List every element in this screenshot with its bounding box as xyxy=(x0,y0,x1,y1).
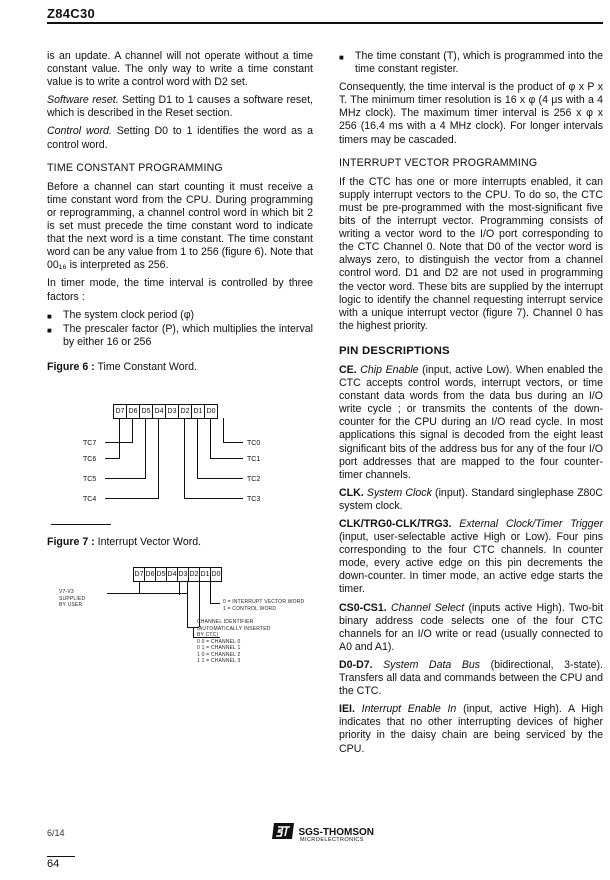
pin-name: External Clock/Timer Trigger xyxy=(459,518,603,530)
pin-description xyxy=(339,518,603,597)
diagram-line xyxy=(105,458,120,459)
figure-7-label: Figure 7 : xyxy=(47,535,95,548)
brand-name: SGS-THOMSON xyxy=(298,827,375,838)
diagram-line xyxy=(105,498,159,499)
diagram-line xyxy=(179,581,180,595)
pin-text: (inputs active High). Two-bit binary address code selects one of the four CTC channels for an I/O write or read (usually connected to A0 and A1). xyxy=(339,601,604,653)
bit-cell: D6 xyxy=(144,567,156,582)
pin-text: (input). Standard singlephase Z80C system clock. xyxy=(339,486,603,512)
diagram-line xyxy=(105,478,146,479)
bullet-item xyxy=(47,309,313,323)
term-software-reset: Software reset. xyxy=(47,94,119,107)
diagram-line xyxy=(197,418,198,478)
diagram-line xyxy=(210,581,211,603)
bit-cell: D4 xyxy=(152,404,166,419)
bit-cell: D4 xyxy=(166,567,178,582)
paragraph-software-reset xyxy=(47,94,313,120)
brand-subtitle: MICROELECTRONICS xyxy=(300,837,364,843)
diagram-line xyxy=(184,498,243,499)
bullet-text: The system clock period (φ) xyxy=(63,308,195,321)
pin-term: CLK. xyxy=(339,486,364,499)
pin-text: (input, active Low). When enabled the CTC accepts control words, interrupt vectors, or time constant data words from the data bus during an I/O write cycle ; or transmits the contents of the down-counter for the CPU during an I/O read cycle. In most applications this signal is decoded from the eight least significant bits of the address bus for any of the four I/O port addresses that are mapped to the four counter-timer channels. xyxy=(339,363,604,481)
diagram-line xyxy=(132,418,133,442)
page-number: 64 xyxy=(47,858,60,870)
pin-description xyxy=(339,703,603,755)
figure-7-channel-note: CHANNEL IDENTIFIER (AUTOMATICALLY INSERTED BY CTC) 0 0 = CHANNEL 0 0 1 = CHANNEL 1 1 0 = CHANNEL 2 1 1 = CHANNEL 3 xyxy=(197,619,271,665)
right-column xyxy=(339,50,603,761)
footer-code: 6/14 xyxy=(47,828,65,838)
diagram-line xyxy=(197,478,243,479)
bullet-item xyxy=(339,50,603,76)
pin-description xyxy=(339,659,603,698)
pin-term: CLK/TRG0-CLK/TRG3. xyxy=(339,518,452,530)
bullet-item xyxy=(47,323,313,349)
diagram-line xyxy=(184,418,185,498)
diagram-line xyxy=(210,603,220,604)
paragraph-time-constant: Before a channel can start counting it must receive a time constant word from the CPU. During programming or reprogramming, a channel control word in which bit 2 is set must precede the time constant word to indicate that the next word is a time constant. The time constant word can be any value from 1 to 256 (figure 6). Note that 00₁₆ is interpreted as 256. xyxy=(47,180,313,272)
paragraph-interval: Consequently, the time interval is the product of φ x P x T. The minimum timer resolution is 16 x φ (4 μs with a 4 MHz clock). The maximum timer interval is 256 x φ x 256 (16.4 ms with a 4 MHz clock). For longer intervals timers may be cascaded. xyxy=(339,81,603,146)
figure-6-title: Time Constant Word. xyxy=(97,360,197,373)
tc-label: TC0 xyxy=(247,439,261,447)
pin-name: Channel Select xyxy=(390,601,465,614)
figure-6-caption xyxy=(47,361,313,374)
paragraph-timer-mode: In timer mode, the time interval is controlled by three factors : xyxy=(47,277,313,303)
figure-7-user-note: V7-V3 SUPPLIED BY USER xyxy=(59,589,86,609)
diagram-line xyxy=(158,418,159,498)
pin-name: Interrupt Enable In xyxy=(361,703,457,716)
bullet-icon: ■ xyxy=(47,311,52,321)
tc-label: TC7 xyxy=(83,439,97,447)
st-logo-icon xyxy=(272,823,294,839)
left-column xyxy=(47,50,313,671)
bit-cell: D6 xyxy=(126,404,140,419)
pin-text: (input, active High). A High indicates that no other interrupting devices of higher priority in the daisy chain are being serviced by the CPU. xyxy=(339,703,603,755)
diagram-line xyxy=(223,418,224,442)
diagram-line xyxy=(210,458,243,459)
tc-label: TC2 xyxy=(247,475,261,483)
diagram-line xyxy=(210,418,211,458)
pin-name: System Clock xyxy=(366,486,432,499)
bit-cell: D7 xyxy=(133,567,145,582)
tc-label: TC6 xyxy=(83,455,97,463)
bullet-icon: ■ xyxy=(339,53,344,62)
text-control-word: Setting D0 to 1 identifies the word as a control word. xyxy=(47,125,313,151)
pin-term: CS0-CS1. xyxy=(339,601,387,614)
figure-6-label: Figure 6 : xyxy=(47,360,95,373)
pin-term: D0-D7. xyxy=(339,658,373,671)
diagram-line xyxy=(119,418,120,458)
bullet-text: The prescaler factor (P), which multiplies the interval by either 16 or 256 xyxy=(63,322,313,348)
pin-description xyxy=(339,487,603,513)
bullet-text: The time constant (T), which is programmed into the time constant register. xyxy=(355,50,603,76)
paragraph-update: is an update. A channel will not operate without a time constant value. The only way to write a time constant value is to write a control word with D2 set. xyxy=(47,50,313,89)
paragraph-interrupt-vector: If the CTC has one or more interrupts enabled, it can supply interrupt vectors to the CPU. To do so, the CTC must be pre-programmed with the most-significant five bits of the interrupt vector. Programming consists of writing a vector word to the I/O port corresponding to the CTC Channel 0. Note that D0 of the vector word is always zero, to distinguish the vector from a channel control word. D1 and D2 are not used in programming the vector word. These bits are supplied by the interrupt logic to identify the channel requesting interrupt service with a unique interrupt vector (figure 7). Channel 0 has the highest priority. xyxy=(339,175,603,332)
pin-term: CE. xyxy=(339,363,357,376)
diagram-line xyxy=(187,581,188,627)
bit-cell: D1 xyxy=(199,567,211,582)
diagram-line xyxy=(107,593,187,594)
figure-7-title: Interrupt Vector Word. xyxy=(97,535,202,548)
pin-description-list xyxy=(339,364,603,756)
tc-label: TC1 xyxy=(247,455,261,463)
pin-description xyxy=(339,364,603,482)
text-software-reset: Setting D1 to 1 causes a software reset, which is described in the Reset section. xyxy=(47,94,313,120)
pin-text: (bidirectional, 3-state). Transfers all data and commands between the CPU and the CTC. xyxy=(339,658,604,698)
pin-term: IEI. xyxy=(339,703,355,716)
bit-cell: D7 xyxy=(113,404,127,419)
pin-name: Chip Enable xyxy=(360,363,419,376)
footer-rule xyxy=(47,856,75,857)
pin-name: System Data Bus xyxy=(383,658,481,671)
bit-cell: D3 xyxy=(165,404,179,419)
bit-cell: D5 xyxy=(139,404,153,419)
bit-cell: D2 xyxy=(188,567,200,582)
heading-interrupt-vector: INTERRUPT VECTOR PROGRAMMING xyxy=(339,156,538,169)
bit-cell: D1 xyxy=(191,404,205,419)
page-header-title: Z84C30 xyxy=(47,6,96,21)
diagram-line xyxy=(139,581,140,593)
tc-label: TC3 xyxy=(247,495,261,503)
bit-cell: D0 xyxy=(204,404,218,419)
bullet-icon: ■ xyxy=(47,325,52,335)
heading-pin-descriptions: PIN DESCRIPTIONS xyxy=(339,344,450,357)
header-rule xyxy=(47,22,603,24)
diagram-line xyxy=(223,442,243,443)
tc-label: TC5 xyxy=(83,475,97,483)
figure-7-word-note: 0 = INTERRUPT VECTOR WORD 1 = CONTROL WORD xyxy=(223,599,305,612)
figure-7-caption xyxy=(47,536,313,549)
heading-time-constant: TIME CONSTANT PROGRAMMING xyxy=(47,161,223,174)
term-control-word: Control word. xyxy=(47,125,112,138)
bit-cell: D2 xyxy=(178,404,192,419)
bit-cell: D3 xyxy=(177,567,189,582)
pin-text: (input, user-selectable active High or Low). Four pins corresponding to the four CTC channels. In counter mode, every active edge on this pin decrements the down-counter. In timer mode, an active edge starts the timer. xyxy=(339,531,603,596)
diagram-line xyxy=(145,418,146,478)
tc-label: TC4 xyxy=(83,495,97,503)
bit-cell: D5 xyxy=(155,567,167,582)
figure-divider xyxy=(51,524,111,525)
diagram-line xyxy=(105,442,133,443)
pin-description xyxy=(339,602,603,654)
bit-cell: D0 xyxy=(210,567,222,582)
brand-logo xyxy=(272,822,374,843)
figure-6-diagram xyxy=(47,378,313,530)
paragraph-control-word xyxy=(47,125,313,151)
figure-7-diagram xyxy=(47,553,313,671)
diagram-line xyxy=(193,627,194,637)
